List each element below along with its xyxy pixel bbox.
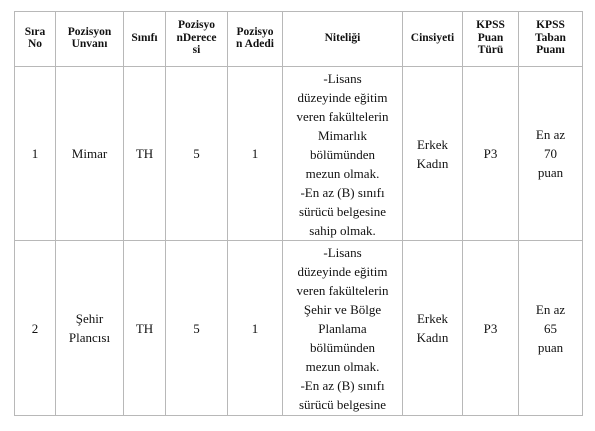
cell-nitelik: -Lisans düzeyinde eğitim veren fakültelerin Şehir ve Bölge Planlama bölümünden mezun olmak. -En az (B) sınıfı sürücü belgesine	[283, 241, 403, 416]
table-row	[15, 241, 583, 416]
header-pozisyon-unvani: Pozisyon Unvanı	[56, 12, 124, 67]
header-kpss-puan-turu: KPSS Puan Türü	[463, 12, 519, 67]
header-niteligi: Niteliği	[283, 12, 403, 67]
cell-cinsiyet: Erkek Kadın	[403, 241, 463, 416]
position-table	[14, 11, 583, 416]
cell-puan-turu: P3	[463, 241, 519, 416]
header-sinifi: Sınıfı	[124, 12, 166, 67]
cell-unvan: Mimar	[56, 67, 124, 241]
header-kpss-taban-puani: KPSS Taban Puanı	[519, 12, 583, 67]
header-pozisyon-derecesi: Pozisyo nDerece si	[166, 12, 228, 67]
cell-cinsiyet: Erkek Kadın	[403, 67, 463, 241]
cell-sira-no: 1	[15, 67, 56, 241]
cell-taban-puan: En az 70 puan	[519, 67, 583, 241]
header-sira-no: Sıra No	[15, 12, 56, 67]
cell-sinif: TH	[124, 241, 166, 416]
header-pozisyon-adedi: Pozisyo n Adedi	[228, 12, 283, 67]
cell-adet: 1	[228, 241, 283, 416]
cell-nitelik: -Lisans düzeyinde eğitim veren fakültelerin Mimarlık bölümünden mezun olmak. -En az (B) sınıfı sürücü belgesine sahip olmak.	[283, 67, 403, 241]
cell-puan-turu: P3	[463, 67, 519, 241]
cell-derece: 5	[166, 67, 228, 241]
cell-adet: 1	[228, 67, 283, 241]
header-row	[15, 12, 583, 67]
table-row	[15, 67, 583, 241]
cell-sinif: TH	[124, 67, 166, 241]
cell-unvan: Şehir Plancısı	[56, 241, 124, 416]
header-cinsiyeti: Cinsiyeti	[403, 12, 463, 67]
cell-derece: 5	[166, 241, 228, 416]
cell-sira-no: 2	[15, 241, 56, 416]
cell-taban-puan: En az 65 puan	[519, 241, 583, 416]
